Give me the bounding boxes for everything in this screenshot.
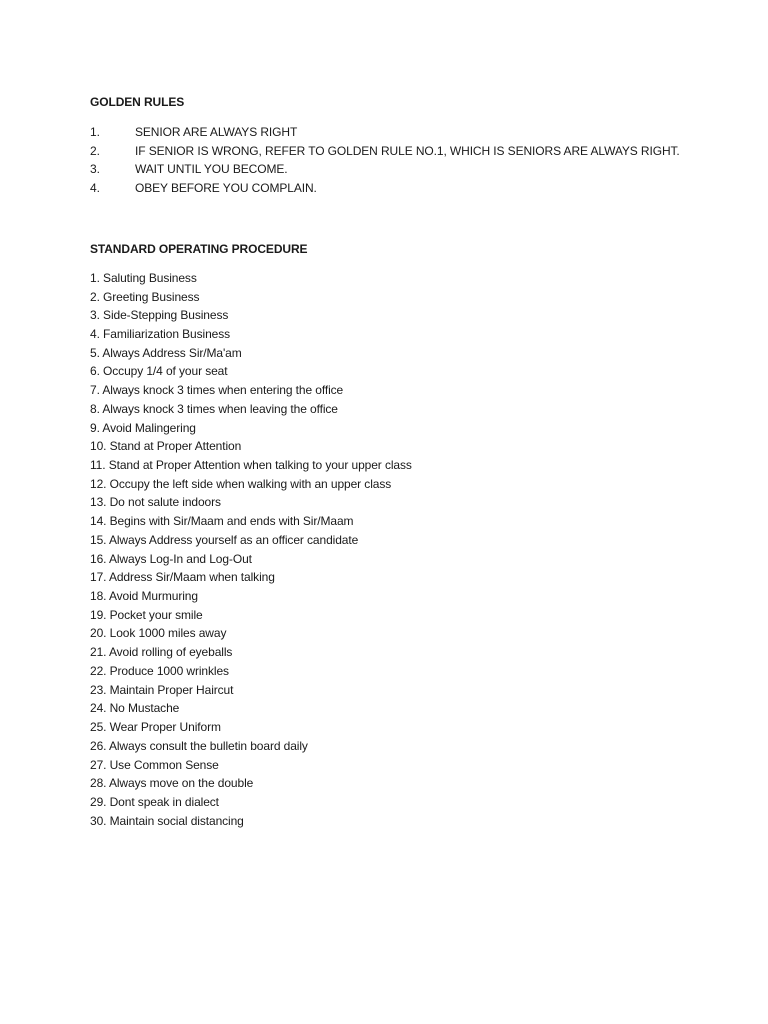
sop-item: 23. Maintain Proper Haircut (90, 682, 234, 697)
sop-item: 25. Wear Proper Uniform (90, 720, 221, 735)
sop-item: 13. Do not salute indoors (90, 495, 221, 510)
sop-item: 12. Occupy the left side when walking with an upper class (90, 476, 392, 491)
golden-rule-text: OBEY BEFORE YOU COMPLAIN. (135, 181, 317, 196)
sop-item: 30. Maintain social distancing (90, 813, 244, 828)
golden-rule-text: IF SENIOR IS WRONG, REFER TO GOLDEN RULE NO.1, WHICH IS SENIORS ARE ALWAYS RIGHT. (135, 143, 680, 158)
sop-item: 19. Pocket your smile (90, 607, 203, 622)
golden-rules-list (90, 123, 730, 198)
sop-item: 21. Avoid rolling of eyeballs (90, 645, 233, 660)
sop-item: 11. Stand at Proper Attention when talking to your upper class (90, 458, 412, 472)
sop-item: 9. Avoid Malingering (90, 420, 196, 435)
sop-item: 7. Always knock 3 times when entering the office (90, 383, 344, 398)
sop-item: 28. Always move on the double (90, 776, 254, 791)
golden-rule-item (90, 160, 730, 179)
document-content (90, 94, 730, 830)
sop-item: 10. Stand at Proper Attention (90, 439, 242, 454)
golden-rule-number: 3. (90, 162, 100, 177)
sop-item: 17. Address Sir/Maam when talking (90, 570, 275, 585)
golden-rule-text: WAIT UNTIL YOU BECOME. (135, 162, 288, 177)
sop-item: 1. Saluting Business (90, 270, 197, 285)
sop-item: 15. Always Address yourself as an officer candidate (90, 532, 359, 547)
sop-item: 14. Begins with Sir/Maam and ends with Sir/Maam (90, 514, 354, 529)
sop-item: 24. No Mustache (90, 701, 180, 716)
sop-item: 4. Familiarization Business (90, 326, 231, 341)
sop-list (90, 269, 730, 831)
golden-rule-item (90, 142, 730, 161)
golden-rule-item (90, 179, 730, 198)
sop-item: 6. Occupy 1/4 of your seat (90, 364, 228, 379)
sop-title: STANDARD OPERATING PROCEDURE (90, 241, 308, 256)
sop-item: 18. Avoid Murmuring (90, 589, 198, 604)
sop-item: 5. Always Address Sir/Ma'am (90, 345, 242, 360)
sop-item: 26. Always consult the bulletin board daily (90, 738, 308, 753)
golden-rule-number: 4. (90, 181, 100, 196)
golden-rule-number: 2. (90, 143, 100, 158)
sop-item: 3. Side-Stepping Business (90, 308, 229, 323)
sop-item: 2. Greeting Business (90, 289, 200, 304)
sop-item: 22. Produce 1000 wrinkles (90, 663, 229, 678)
sop-item: 27. Use Common Sense (90, 757, 219, 772)
sop-item: 16. Always Log-In and Log-Out (90, 551, 252, 566)
sop-item: 20. Look 1000 miles away (90, 626, 227, 641)
golden-rules-title: GOLDEN RULES (90, 95, 185, 109)
golden-rule-text: SENIOR ARE ALWAYS RIGHT (135, 125, 298, 139)
sop-item: 8. Always knock 3 times when leaving the office (90, 401, 338, 416)
sop-item: 29. Dont speak in dialect (90, 794, 219, 809)
golden-rule-number: 1. (90, 125, 100, 139)
golden-rule-item (90, 123, 730, 142)
